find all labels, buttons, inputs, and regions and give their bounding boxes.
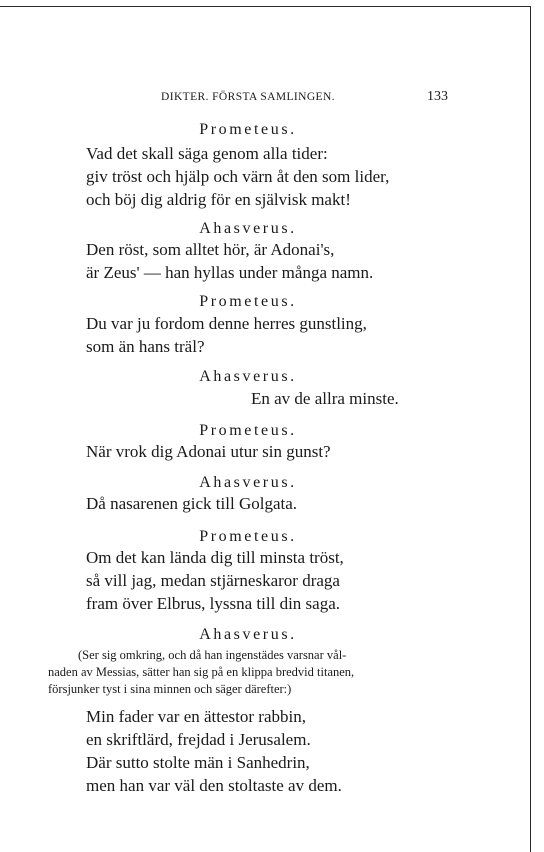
stage-direction-line: (Ser sig omkring, och då han ingenstädes varsnar vål- xyxy=(78,648,347,662)
verse-line: som än hans träl? xyxy=(86,337,205,356)
page-number: 133 xyxy=(427,89,448,104)
verse-line: giv tröst och hjälp och värn åt den som lider, xyxy=(86,167,390,186)
speaker-name: Prometeus. xyxy=(199,121,297,138)
verse-line: Min fader var en ättestor rabbin, xyxy=(86,707,306,726)
stage-direction-line: naden av Messias, sätter han sig på en klippa bredvid titanen, xyxy=(48,665,355,679)
running-header xyxy=(0,89,530,107)
verse-line: men han var väl den stoltaste av dem. xyxy=(86,776,342,795)
verse-line: Du var ju fordom denne herres gunstling, xyxy=(86,314,367,333)
verse-line: Där sutto stolte män i Sanhedrin, xyxy=(86,753,310,772)
speaker-name: Ahasverus. xyxy=(199,220,297,237)
verse-line: Om det kan lända dig till minsta tröst, xyxy=(86,548,344,567)
page-border-top xyxy=(0,6,530,7)
verse-line: När vrok dig Adonai utur sin gunst? xyxy=(86,442,331,461)
speaker-name: Prometeus. xyxy=(199,528,297,545)
verse-line: Då nasarenen gick till Golgata. xyxy=(86,494,298,513)
verse-line: är Zeus' — han hyllas under många namn. xyxy=(86,263,374,282)
speaker-name: Prometeus. xyxy=(199,293,297,310)
speaker-name: Ahasverus. xyxy=(199,474,297,491)
verse-line: så vill jag, medan stjärneskaror draga xyxy=(86,571,340,590)
stage-direction-line: försjunker tyst i sina minnen och säger därefter:) xyxy=(48,682,292,696)
page-border-right xyxy=(530,6,531,852)
verse-line: en skriftlärd, frejdad i Jerusalem. xyxy=(86,730,311,749)
speaker-name: Ahasverus. xyxy=(199,626,297,643)
verse-line: Vad det skall säga genom alla tider: xyxy=(86,144,328,163)
verse-line: Den röst, som alltet hör, är Adonai's, xyxy=(86,240,335,259)
verse-line: och böj dig aldrig för en självisk makt! xyxy=(86,190,351,209)
verse-line: En av de allra minste. xyxy=(251,389,399,408)
running-title: DIKTER. FÖRSTA SAMLINGEN. xyxy=(161,91,335,103)
speaker-name: Prometeus. xyxy=(199,422,297,439)
verse-line: fram över Elbrus, lyssna till din saga. xyxy=(86,594,341,613)
speaker-name: Ahasverus. xyxy=(199,368,297,385)
